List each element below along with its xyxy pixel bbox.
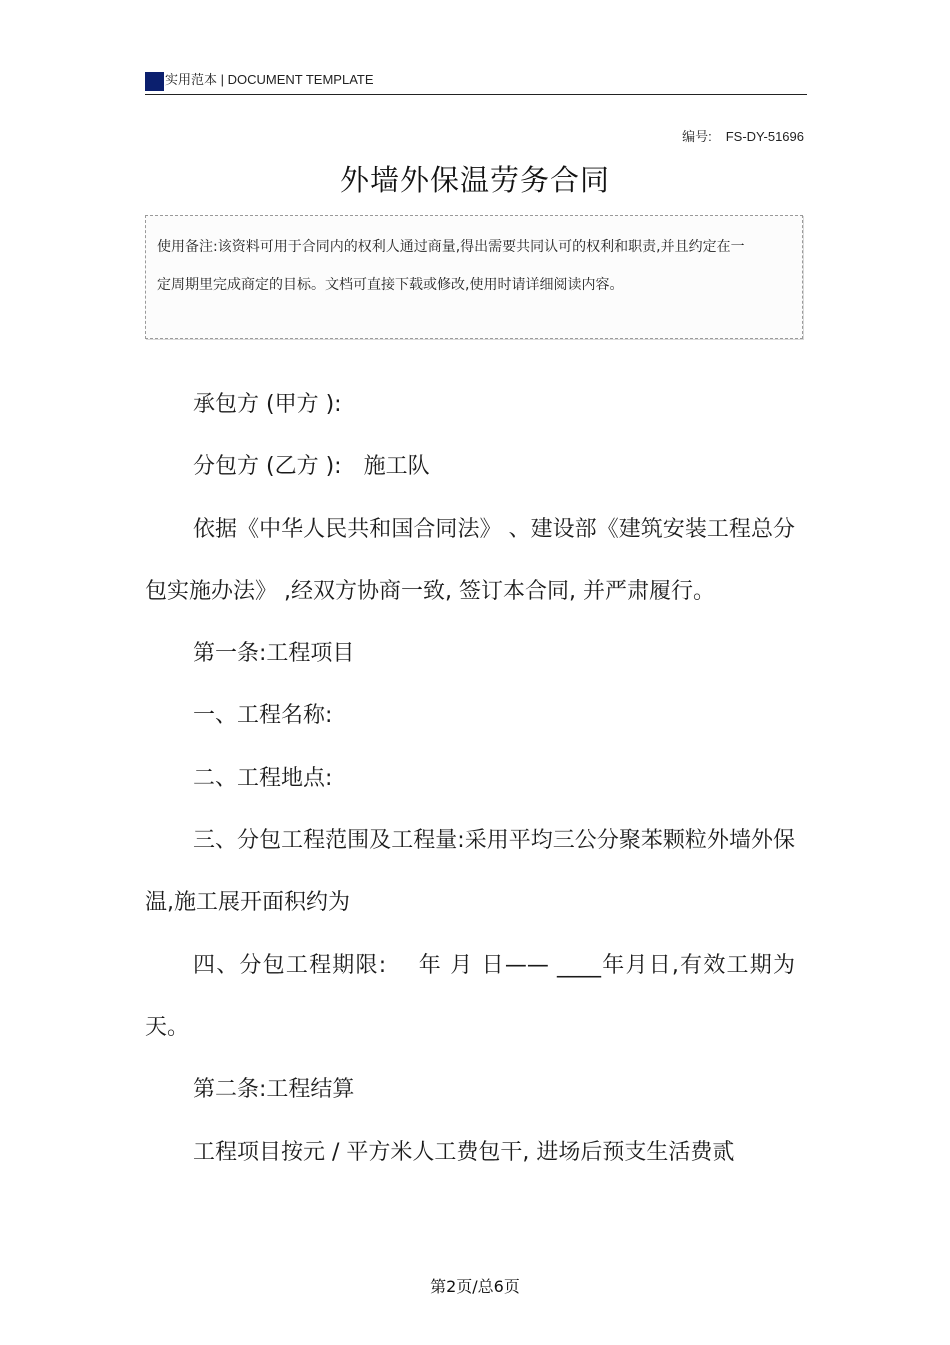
paragraph: 二、工程地点: — [193, 765, 333, 791]
paragraph: 三、分包工程范围及工程量:采用平均三公分聚苯颗粒外墙外保温,施工展开面积约为 — [145, 828, 795, 916]
document-title: 外墙外保温劳务合同 — [339, 163, 610, 197]
brand-square-icon — [145, 72, 164, 91]
paragraph: 分包方 (乙方 ): 施工队 — [193, 454, 430, 480]
paragraph: 四、分包工程期限: 年 月 日—— ____年月日,有效工期为天。 — [145, 952, 795, 1040]
document-number-value: FS-DY-51696 — [725, 129, 804, 144]
usage-note-text: 使用备注:该资料可用于合同内的权利人通过商量,得出需要共同认可的权利和职责,并且约定在一定周期里完成商定的目标。文档可直接下载或修改,使用时请详细阅读内容。 — [157, 239, 745, 293]
section-heading: 第二条:工程结算 — [193, 1077, 355, 1103]
paragraph: 依据《中华人民共和国合同法》 、建设部《建筑安装工程总分包实施办法》 ,经双方协商一致, 签订本合同, 并严肃履行。 — [145, 516, 795, 604]
paragraph: 工程项目按元 / 平方米人工费包干, 进场后预支生活费贰 — [193, 1139, 735, 1165]
contract-body — [145, 374, 795, 1184]
usage-note-box — [145, 215, 803, 339]
header-label: 实用范本 | DOCUMENT TEMPLATE — [165, 72, 374, 87]
paragraph: 承包方 (甲方 ): — [193, 392, 342, 417]
section-heading: 第一条:工程项目 — [193, 641, 355, 667]
document-number — [682, 126, 804, 145]
document-header — [145, 70, 807, 95]
paragraph: 一、工程名称: — [193, 703, 333, 729]
document-number-label: 编号: — [682, 129, 712, 144]
page-counter: 第2页/总6页 — [430, 1277, 520, 1296]
